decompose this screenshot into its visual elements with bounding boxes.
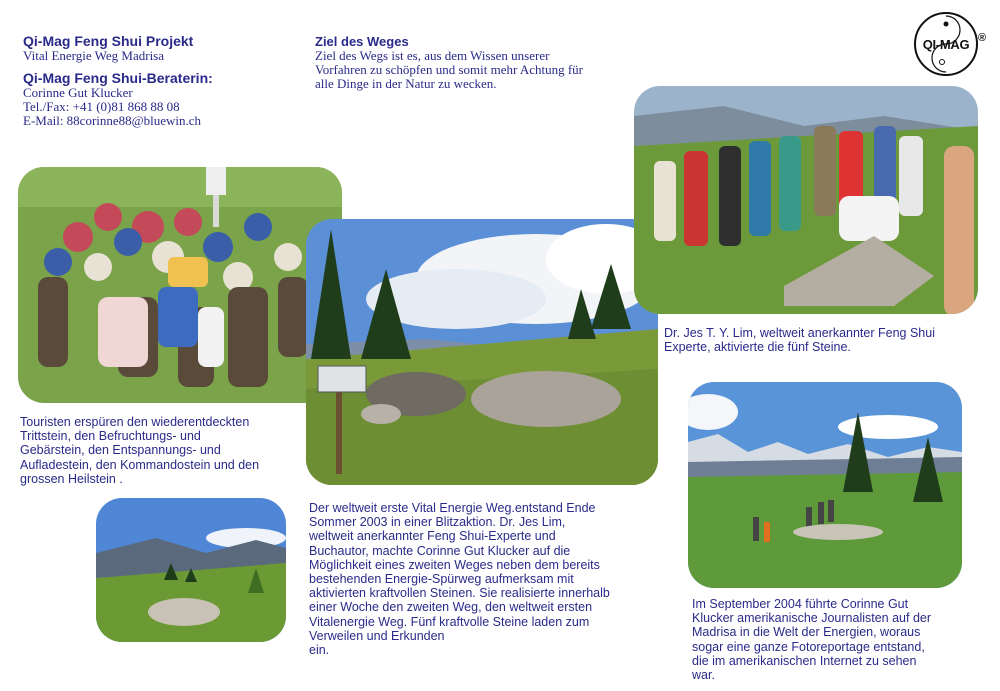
email-line: E-Mail: 88corinne88@bluewin.ch [23,113,202,128]
caption-line: Sommer 2003 in einer Blitzaktion. Dr. Jes Lim, [309,515,566,530]
caption-line: aktivierten kraftvollen Steinen. Sie realisierte innerhalb [309,586,610,601]
caption-line: die im amerikanischen Internet zu sehen [692,653,917,668]
photo-mountain-group [688,382,962,588]
caption-line: Vitalenergie Weg. Fünf kraftvolle Steine laden zum [309,614,590,629]
goal-text [315,49,583,91]
project-subtitle: Vital Energie Weg Madrisa [23,48,165,63]
goal-line: Vorfahren zu schöpfen und somit mehr Achtung für [315,62,584,77]
registered-mark: ® [978,32,987,44]
goal-line: alle Dinge in der Natur zu wecken. [315,76,497,91]
project-title: Qi-Mag Feng Shui Projekt [23,33,194,49]
qi-mag-logo [914,12,987,76]
caption-line: Klucker amerikanische Journalisten auf der [692,611,932,626]
consultant-title: Qi-Mag Feng Shui-Beraterin: [23,70,213,86]
caption-line: ein. [309,643,330,658]
goal-title: Ziel des Weges [315,34,409,49]
consultant-name: Corinne Gut Klucker [23,85,133,100]
logo-text: QI-MAG [922,37,970,52]
caption-line: Verweilen und Erkunden [309,628,445,643]
caption-lim [664,326,935,354]
caption-line: Trittstein, den Befruchtungs- und [20,429,201,444]
caption-line: sogar eine ganze Fotoreportage entstand, [692,639,925,654]
photo-tourists-crowd [18,167,342,403]
caption-line: Gebärstein, den Entspannungs- und [20,443,221,458]
caption-line: war. [692,668,715,683]
logo-circle [914,12,978,76]
caption-line: Touristen erspüren den wiederentdeckten [20,415,250,429]
photo-lim-group [634,86,978,314]
caption-line: einer Woche den zweiten Weg, den weltweit ersten [309,600,593,615]
caption-line: Möglichkeit eines zweiten Weges neben dem bereits [309,557,600,572]
caption-line: Buchautor, machte Corinne Gut Klucker auf die [309,543,571,558]
caption-line: Experte, aktivierte die fünf Steine. [664,340,851,355]
goal-line: Ziel des Wegs ist es, aus dem Wissen unserer [315,48,550,63]
caption-line: Im September 2004 führte Corinne Gut [692,597,909,611]
photo-meadow-stone [96,498,286,642]
caption-september [692,597,931,682]
caption-story [309,501,610,657]
caption-line: Der weltweit erste Vital Energie Weg.entstand Ende [309,501,596,515]
caption-line: bestehenden Energie-Spürweg aufmerksam mit [309,572,574,587]
caption-line: Madrisa in die Welt der Energien, woraus [692,625,921,640]
caption-tourists [20,415,259,486]
phone-line: Tel./Fax: +41 (0)81 868 88 08 [23,99,180,114]
caption-line: Aufladestein, den Kommandostein und den [20,457,260,472]
caption-line: grossen Heilstein . [20,471,123,486]
photo-alpine-stones [306,219,658,485]
caption-line: weltweit anerkannter Feng Shui-Experte und [309,529,556,544]
caption-line: Dr. Jes T. Y. Lim, weltweit anerkannter Feng Shui [664,326,935,340]
